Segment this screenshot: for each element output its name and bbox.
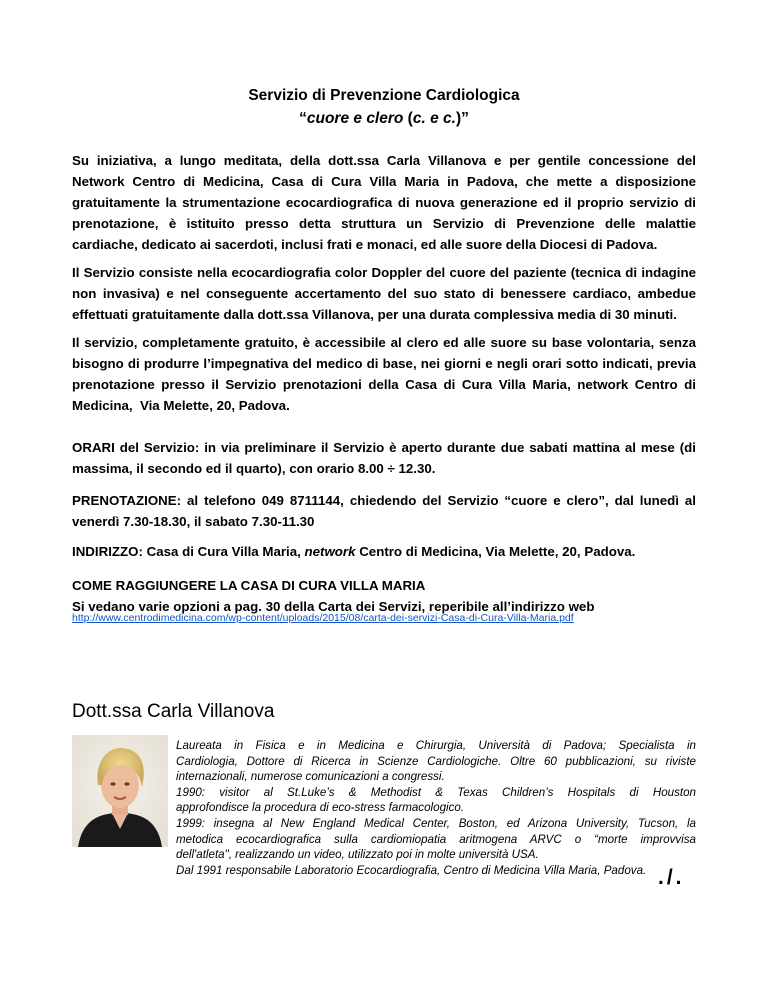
service-paragraph xyxy=(72,262,696,325)
booking-paragraph xyxy=(72,490,696,532)
bio-line: 1990: visitor al St.Luke’s & Methodist & Texas Children’s Hospitals di Houston xyxy=(176,785,696,799)
address-paragraph xyxy=(72,541,696,562)
access-line: prenotazione presso il Servizio prenotazioni della Casa di Cura Villa Maria, network Centro di xyxy=(72,377,696,392)
address-text: INDIRIZZO: Casa di Cura Villa Maria, xyxy=(72,544,305,559)
directions-text: Si vedano varie opzioni a pag. 30 della Carta dei Servizi, reperibile all’indirizzo web xyxy=(72,599,595,614)
intro-line: gratuitamente la strumentazione ecocardiografica di nuova generazione ed il proprio servizio di xyxy=(72,195,696,210)
directions-block xyxy=(72,575,696,617)
doctor-portrait-icon xyxy=(72,735,168,847)
bio-line: Laureata in Fisica e in Medicina e Chirurgia, Università di Padova; Specialista in xyxy=(176,739,696,752)
bio-line: metodica ecocardiografica sulla cardiomiopatia aritmogena ARVC o “morte improvvisa xyxy=(176,832,696,846)
booking-line: PRENOTAZIONE: al telefono 049 8711144, chiedendo del Servizio “cuore e clero”, dal lunedì al xyxy=(72,493,696,508)
access-line: Il servizio, completamente gratuito, è accessibile al clero ed alle suore su base volontaria, senza xyxy=(72,335,696,350)
title-block xyxy=(0,84,768,130)
access-line: Medicina, Via Melette, 20, Padova. xyxy=(72,398,290,413)
subtitle-close: )” xyxy=(455,110,469,127)
doctor-bio xyxy=(176,738,696,878)
subtitle-open-quote: “ xyxy=(299,110,307,127)
intro-line: prenotazione, è istituito presso detta struttura un Servizio di Prevenzione delle malattie xyxy=(72,216,696,231)
doctor-name: Dott.ssa Carla Villanova xyxy=(72,701,275,722)
brochure-link[interactable]: http://www.centrodimedicina.com/wp-content/uploads/2015/08/carta-dei-servizi-Casa-di-Cura-Villa-Maria.pdf xyxy=(72,612,574,624)
bio-line: Cardiologia, Dottore di Ricerca in Scienze Cardiologiche. Oltre 60 pubblicazioni, su riviste xyxy=(176,754,696,768)
service-line: Il Servizio consiste nella ecocardiografia color Doppler del cuore del paziente (tecnica di indagine xyxy=(72,265,696,280)
service-line: non invasiva) e nel conseguente accertamento del suo stato di benessere cardiaco, ambedue xyxy=(72,286,696,301)
hours-paragraph xyxy=(72,437,696,479)
bio-line: 1999: insegna al New England Medical Center, Boston, ed Arizona University, Tucson, la xyxy=(176,816,696,830)
page-subtitle xyxy=(0,107,768,130)
intro-line: Su iniziativa, a lungo meditata, della dott.ssa Carla Villanova e per gentile concessione del xyxy=(72,153,696,168)
access-paragraph xyxy=(72,332,696,416)
hours-line: massima, il secondo ed il quarto), con orario 8.00 ÷ 12.30. xyxy=(72,461,436,476)
continuation-mark: ./. xyxy=(658,866,685,889)
hours-line: ORARI del Servizio: in via preliminare il Servizio è aperto durante due sabati mattina al mese (di xyxy=(72,440,696,455)
bio-line: Dal 1991 responsabile Laboratorio Ecocardiografia, Centro di Medicina Villa Maria, Padova. xyxy=(176,863,647,877)
address-network-word: network xyxy=(304,544,356,559)
subtitle-name: cuore e clero xyxy=(306,110,404,127)
address-text-end: Centro di Medicina, Via Melette, 20, Padova. xyxy=(355,544,636,559)
service-line: effettuati gratuitamente dalla dott.ssa Villanova, per una durata complessiva media di 30 minuti. xyxy=(72,307,677,322)
doctor-photo xyxy=(72,735,168,847)
booking-line: venerdì 7.30-18.30, il sabato 7.30-11.30 xyxy=(72,514,315,529)
bio-line: internazionali, numerose comunicazioni a congressi. xyxy=(176,770,445,784)
page-title: Servizio di Prevenzione Cardiologica xyxy=(248,87,520,104)
directions-heading: COME RAGGIUNGERE LA CASA DI CURA VILLA MARIA xyxy=(72,578,426,593)
intro-line: cardiache, dedicato ai sacerdoti, inclusi frati e monaci, ed alle suore della Diocesi di Padova. xyxy=(72,237,658,252)
intro-paragraph xyxy=(72,150,696,255)
subtitle-paren: ( xyxy=(403,110,413,127)
bio-line: approfondisce la procedura di eco-stress farmacologico. xyxy=(176,801,465,815)
subtitle-abbreviation: c. e c. xyxy=(412,110,456,127)
bio-line: dell'atleta", realizzando un video, utilizzato poi in molte università USA. xyxy=(176,848,539,862)
access-line: bisogno di produrre l’impegnativa del medico di base, nei giorni e negli orari sotto indicati, previa xyxy=(72,356,696,371)
intro-line: Network Centro di Medicina, Casa di Cura Villa Maria in Padova, che mette a disposizione xyxy=(72,174,696,189)
